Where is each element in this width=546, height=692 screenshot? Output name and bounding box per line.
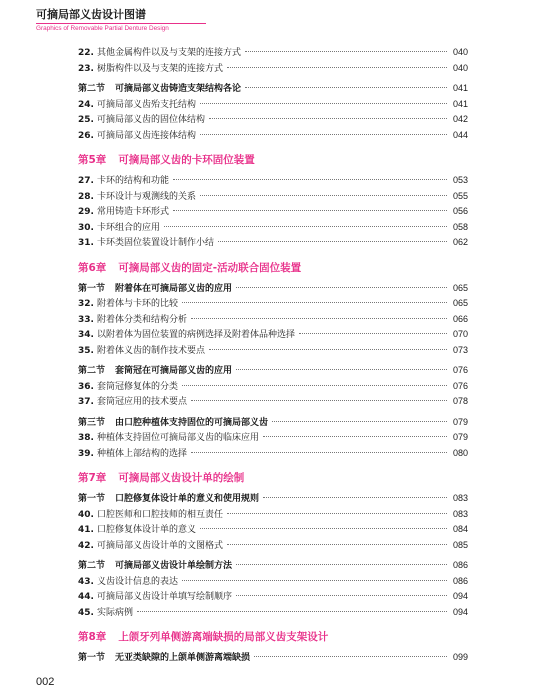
item-number: 26. bbox=[78, 130, 94, 141]
toc-item-entry[interactable] bbox=[78, 312, 468, 328]
section-title: 套筒冠在可摘局部义齿的应用 bbox=[115, 366, 233, 376]
chapter-title: 可摘局部义齿设计单的绘制 bbox=[118, 472, 245, 484]
item-title: 可摘局部义齿殆支托结构 bbox=[96, 99, 196, 110]
item-title: 套筒冠修复体的分类 bbox=[96, 381, 178, 392]
toc-section-entry[interactable] bbox=[78, 281, 468, 297]
page-ref: 042 bbox=[452, 114, 468, 124]
toc-spacer bbox=[78, 620, 468, 629]
toc-item-entry[interactable] bbox=[78, 605, 468, 621]
item-number: 38. bbox=[78, 433, 94, 443]
chapter-heading[interactable] bbox=[78, 629, 468, 645]
item-number: 42. bbox=[78, 540, 94, 551]
chapter-number: 第7章 bbox=[78, 472, 107, 484]
toc-spacer bbox=[78, 461, 468, 470]
page-ref: 055 bbox=[452, 190, 468, 201]
toc-item-entry[interactable] bbox=[78, 507, 468, 523]
section-number: 第二节 bbox=[78, 561, 106, 571]
toc-section-entry[interactable] bbox=[78, 491, 468, 507]
item-number: 23. bbox=[78, 63, 94, 74]
item-title: 可摘局部义齿设计单填写绘制顺序 bbox=[96, 592, 232, 602]
toc-section-entry[interactable] bbox=[78, 363, 468, 379]
toc-section-entry[interactable] bbox=[78, 81, 468, 97]
page-ref: 086 bbox=[452, 575, 468, 586]
dot-leader bbox=[236, 564, 447, 565]
chapter-number: 第8章 bbox=[78, 631, 107, 643]
dot-leader bbox=[209, 349, 447, 350]
dot-leader bbox=[200, 134, 447, 135]
dot-leader bbox=[263, 497, 447, 498]
dot-leader bbox=[218, 241, 447, 242]
dot-leader bbox=[227, 544, 447, 545]
item-title: 可摘局部义齿的固位体结构 bbox=[96, 115, 205, 125]
page-ref: 056 bbox=[452, 206, 468, 216]
item-number: 33. bbox=[78, 314, 94, 325]
section-title: 可摘局部义齿铸造支架结构各论 bbox=[115, 84, 242, 94]
page-ref: 086 bbox=[452, 560, 468, 570]
item-title: 以附着体为固位装置的病例选择及附着体品种选择 bbox=[96, 330, 295, 340]
page-ref: 094 bbox=[452, 606, 468, 617]
page-ref: 053 bbox=[452, 175, 468, 185]
section-title: 口腔修复体设计单的意义和使用规则 bbox=[115, 494, 260, 504]
page-ref: 070 bbox=[452, 329, 468, 339]
toc-item-entry[interactable] bbox=[78, 522, 468, 538]
item-number: 34. bbox=[78, 330, 94, 340]
toc-item-entry[interactable] bbox=[78, 235, 468, 251]
dot-leader bbox=[200, 103, 447, 104]
page-ref: 041 bbox=[452, 98, 468, 109]
page-ref: 065 bbox=[452, 298, 468, 308]
dot-leader bbox=[299, 333, 447, 334]
item-title: 卡环类固位装置设计制作小结 bbox=[96, 238, 214, 248]
item-number: 45. bbox=[78, 607, 94, 618]
page-ref: 080 bbox=[452, 447, 468, 458]
page-ref: 041 bbox=[452, 83, 468, 93]
page-ref: 083 bbox=[452, 508, 468, 519]
dot-leader bbox=[182, 302, 447, 303]
section-title: 可摘局部义齿设计单绘制方法 bbox=[115, 561, 233, 571]
page-ref: 062 bbox=[452, 237, 468, 247]
section-number: 第二节 bbox=[78, 366, 106, 376]
toc-item-entry[interactable] bbox=[78, 343, 468, 359]
page-ref: 044 bbox=[452, 129, 468, 140]
item-title: 附着体义齿的制作技术要点 bbox=[96, 345, 205, 356]
dot-leader bbox=[182, 580, 447, 581]
toc-item-entry[interactable] bbox=[78, 97, 468, 113]
toc-item-entry[interactable] bbox=[78, 173, 468, 189]
page-ref: 040 bbox=[452, 62, 468, 73]
page-ref: 058 bbox=[452, 221, 468, 232]
section-number: 第一节 bbox=[78, 653, 106, 663]
page-ref: 079 bbox=[452, 432, 468, 442]
dot-leader bbox=[209, 118, 447, 119]
section-number: 第一节 bbox=[78, 283, 106, 294]
dot-leader bbox=[236, 287, 447, 288]
toc-item-entry[interactable] bbox=[78, 574, 468, 590]
page-ref: 099 bbox=[452, 652, 468, 662]
page-ref: 079 bbox=[452, 416, 468, 427]
item-number: 30. bbox=[78, 222, 94, 233]
item-title: 口腔医师和口腔技师的相互责任 bbox=[96, 509, 223, 520]
page-ref: 094 bbox=[452, 591, 468, 601]
table-of-contents bbox=[78, 45, 468, 666]
toc-item-entry[interactable] bbox=[78, 296, 468, 312]
dot-leader bbox=[236, 595, 447, 596]
chapter-heading[interactable] bbox=[78, 260, 468, 276]
toc-spacer bbox=[78, 251, 468, 260]
dot-leader bbox=[245, 51, 447, 52]
chapter-heading[interactable] bbox=[78, 152, 468, 168]
chapter-number: 第5章 bbox=[78, 154, 107, 166]
item-title: 卡环设计与观测线的关系 bbox=[96, 191, 196, 202]
section-title: 附着体在可摘局部义齿的应用 bbox=[115, 283, 233, 294]
page-ref: 083 bbox=[452, 493, 468, 503]
dot-leader bbox=[182, 385, 447, 386]
item-title: 附着体分类和结构分析 bbox=[96, 314, 187, 325]
toc-item-entry[interactable] bbox=[78, 45, 468, 61]
item-title: 常用铸造卡环形式 bbox=[96, 207, 169, 217]
chapter-title: 上颌牙列单侧游离端缺损的局部义齿支架设计 bbox=[118, 631, 329, 643]
item-number: 35. bbox=[78, 345, 94, 356]
running-header bbox=[36, 9, 206, 33]
toc-item-entry[interactable] bbox=[78, 327, 468, 343]
item-title: 种植体上部结构的选择 bbox=[96, 448, 187, 459]
page-ref: 073 bbox=[452, 344, 468, 355]
section-number: 第一节 bbox=[78, 494, 106, 504]
dot-leader bbox=[191, 318, 447, 319]
toc-item-entry[interactable] bbox=[78, 446, 468, 462]
toc-item-entry[interactable] bbox=[78, 379, 468, 395]
header-rule bbox=[36, 23, 206, 24]
toc-item-entry[interactable] bbox=[78, 394, 468, 410]
page-ref: 078 bbox=[452, 396, 468, 406]
item-number: 31. bbox=[78, 238, 94, 248]
chapter-title: 可摘局部义齿的卡环固位装置 bbox=[118, 154, 255, 166]
section-number: 第二节 bbox=[78, 84, 106, 94]
section-title: 无亚类缺隙的上颌单侧游离端缺损 bbox=[115, 653, 251, 663]
toc-item-entry[interactable] bbox=[78, 112, 468, 128]
dot-leader bbox=[272, 421, 447, 422]
item-title: 套筒冠应用的技术要点 bbox=[96, 397, 187, 407]
item-number: 27. bbox=[78, 176, 94, 186]
dot-leader bbox=[263, 436, 447, 437]
item-number: 25. bbox=[78, 115, 94, 125]
item-title: 可摘局部义齿连接体结构 bbox=[96, 130, 196, 141]
dot-leader bbox=[191, 400, 447, 401]
toc-item-entry[interactable] bbox=[78, 189, 468, 205]
item-title: 树脂构件以及与支架的连接方式 bbox=[96, 63, 223, 74]
dot-leader bbox=[200, 195, 447, 196]
section-number: 第三节 bbox=[78, 417, 106, 428]
item-title: 种植体支持固位可摘局部义齿的临床应用 bbox=[96, 433, 259, 443]
page-ref: 065 bbox=[452, 282, 468, 293]
toc-item-entry[interactable] bbox=[78, 128, 468, 144]
toc-item-entry[interactable] bbox=[78, 61, 468, 77]
page-ref: 084 bbox=[452, 524, 468, 534]
toc-spacer bbox=[78, 143, 468, 152]
dot-leader bbox=[200, 528, 447, 529]
item-title: 其他金属构件以及与支架的连接方式 bbox=[96, 48, 241, 58]
item-number: 40. bbox=[78, 509, 94, 520]
dot-leader bbox=[236, 369, 447, 370]
item-number: 36. bbox=[78, 381, 94, 392]
item-number: 39. bbox=[78, 448, 94, 459]
chapter-title: 可摘局部义齿的固定-活动联合固位装置 bbox=[118, 261, 302, 274]
item-title: 附着体与卡环的比较 bbox=[96, 299, 178, 309]
toc-section-entry[interactable] bbox=[78, 558, 468, 574]
toc-section-entry[interactable] bbox=[78, 650, 468, 666]
item-title: 义齿设计信息的表达 bbox=[96, 576, 178, 587]
page-ref: 066 bbox=[452, 313, 468, 324]
toc-item-entry[interactable] bbox=[78, 430, 468, 446]
toc-item-entry[interactable] bbox=[78, 220, 468, 236]
item-number: 43. bbox=[78, 576, 94, 587]
item-number: 41. bbox=[78, 525, 94, 535]
dot-leader bbox=[254, 656, 447, 657]
dot-leader bbox=[245, 87, 447, 88]
chapter-number: 第6章 bbox=[78, 261, 107, 274]
item-number: 29. bbox=[78, 207, 94, 217]
dot-leader bbox=[227, 513, 447, 514]
page-number: 002 bbox=[36, 676, 55, 688]
section-title: 由口腔种植体支持固位的可摘局部义齿 bbox=[115, 417, 269, 428]
book-title: 可摘局部义齿设计图谱 bbox=[36, 8, 146, 21]
item-number: 37. bbox=[78, 397, 94, 407]
page-ref: 040 bbox=[452, 47, 468, 57]
dot-leader bbox=[164, 226, 447, 227]
toc-item-entry[interactable] bbox=[78, 538, 468, 554]
item-title: 卡环组合的应用 bbox=[96, 222, 160, 233]
toc-item-entry[interactable] bbox=[78, 204, 468, 220]
dot-leader bbox=[173, 210, 447, 211]
dot-leader bbox=[173, 179, 447, 180]
item-number: 32. bbox=[78, 299, 94, 309]
toc-section-entry[interactable] bbox=[78, 415, 468, 431]
page-ref: 085 bbox=[452, 539, 468, 550]
page-ref: 076 bbox=[452, 380, 468, 391]
dot-leader bbox=[137, 611, 447, 612]
item-title: 卡环的结构和功能 bbox=[96, 176, 169, 186]
chapter-heading[interactable] bbox=[78, 470, 468, 486]
dot-leader bbox=[191, 452, 447, 453]
dot-leader bbox=[227, 67, 447, 68]
item-number: 24. bbox=[78, 99, 94, 110]
book-subtitle: Graphics of Removable Partial Denture Design bbox=[36, 25, 169, 32]
item-number: 28. bbox=[78, 191, 94, 202]
item-title: 可摘局部义齿设计单的文图格式 bbox=[96, 540, 223, 551]
item-number: 44. bbox=[78, 592, 94, 602]
toc-item-entry[interactable] bbox=[78, 589, 468, 605]
item-title: 实际病例 bbox=[96, 607, 133, 618]
item-title: 口腔修复体设计单的意义 bbox=[96, 525, 196, 535]
item-number: 22. bbox=[78, 48, 94, 58]
page-ref: 076 bbox=[452, 365, 468, 375]
